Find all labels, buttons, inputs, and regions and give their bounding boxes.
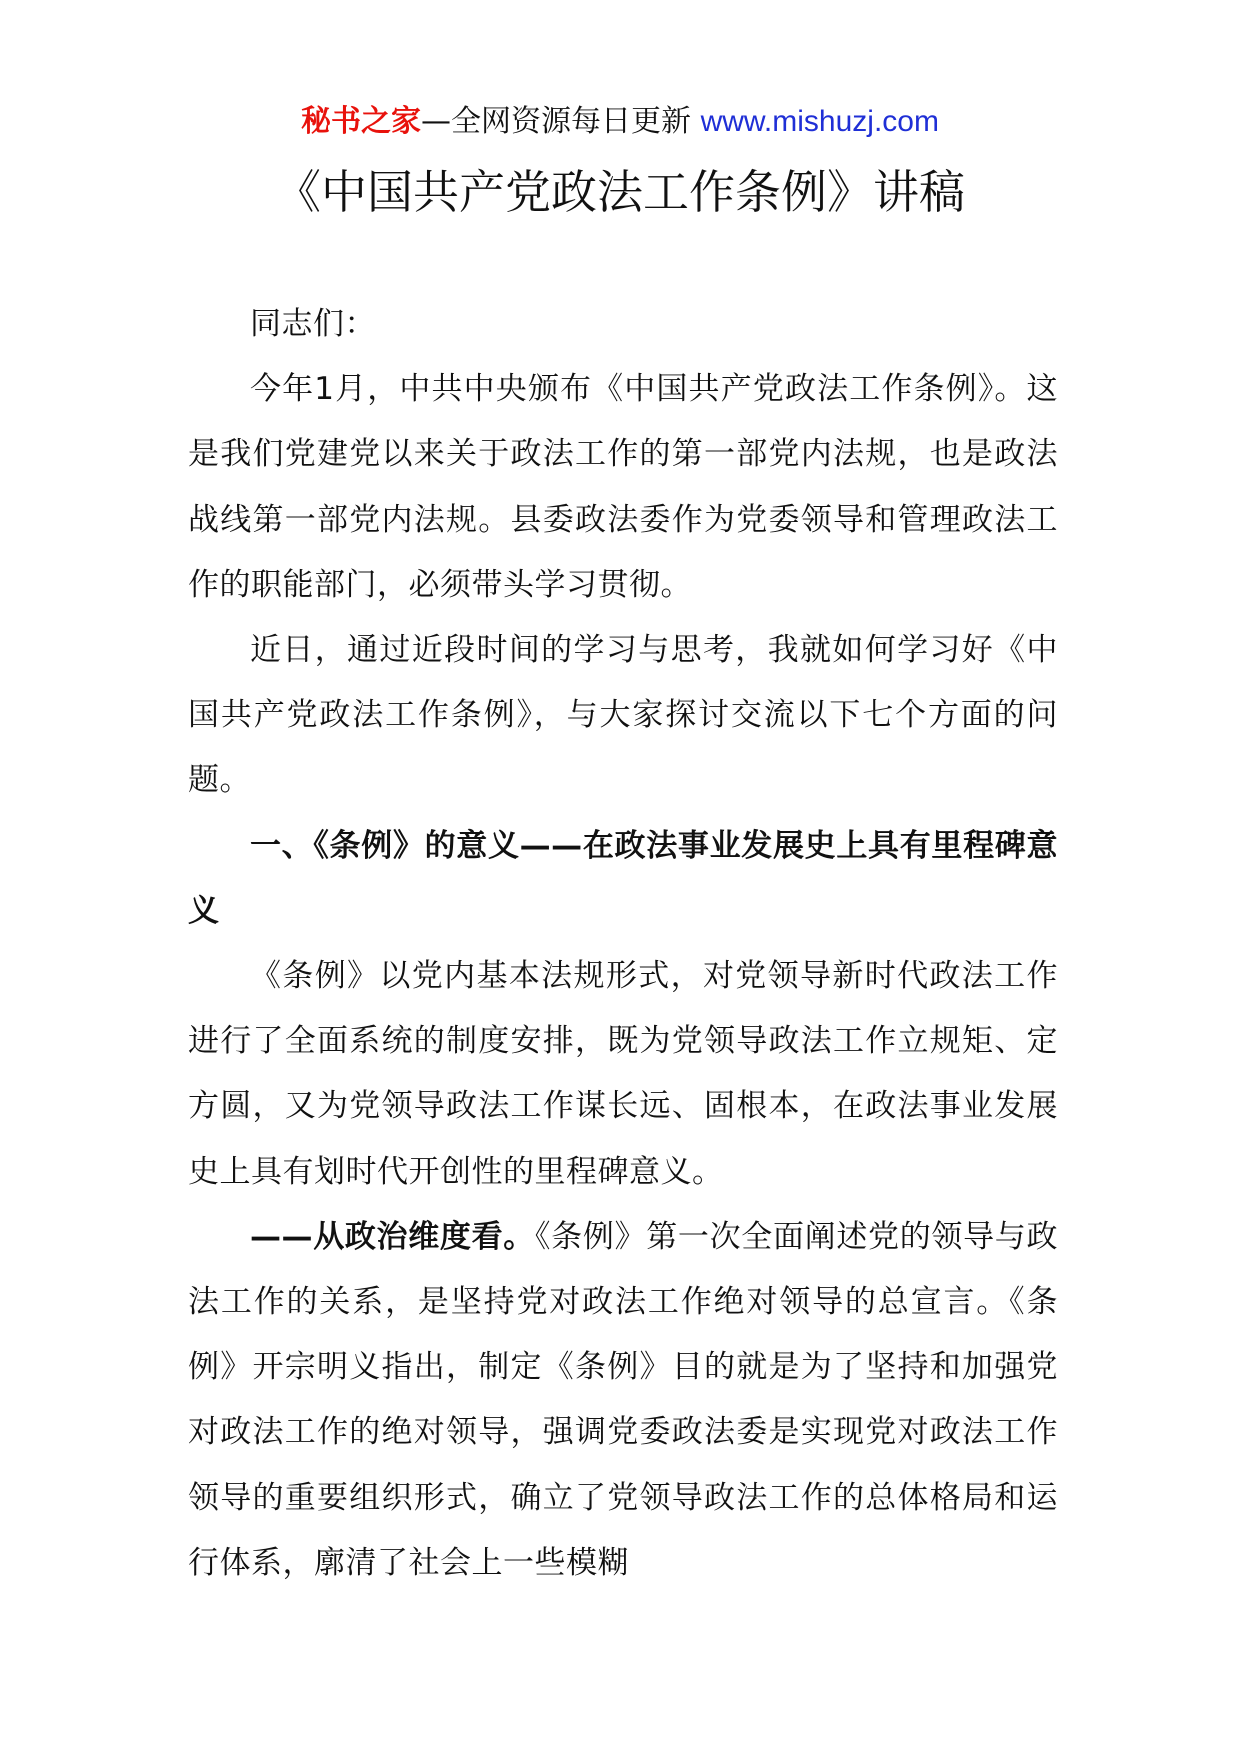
watermark-brand: 秘书之家	[301, 104, 422, 139]
document-title: 《中国共产党政法工作条例》讲稿	[275, 165, 965, 219]
political-dimension-lead: ——从政治维度看。	[250, 1218, 535, 1255]
salutation: 同志们：	[250, 306, 376, 342]
watermark-tagline: —全网资源每日更新	[421, 104, 701, 139]
political-dimension-text: 《条例》第一次全面阐述党的领导与政法工作的关系，是坚持党对政法工作绝对领导的总宣言。《条例》开宗明义指出，制定《条例》目的就是为了坚持和加强党对政法工作的绝对领导，强调党委政法委是实现党对政法工作领导的重要组织形式，确立了党领导政法工作的总体格局和运行体系，廓清了社会上一些模糊	[188, 1218, 1058, 1581]
paragraph-political-dimension	[188, 1205, 1058, 1596]
paragraph-significance: 《条例》以党内基本法规形式，对党领导新时代政法工作进行了全面系统的制度安排，既为党领导政法工作立规矩、定方圆，又为党领导政法工作谋长远、固根本，在政法事业发展史上具有划时代开创性的里程碑意义。	[188, 958, 1058, 1190]
section-heading-1: 一、《条例》的意义——在政法事业发展史上具有里程碑意义	[188, 827, 1058, 929]
document-body	[188, 292, 1058, 1596]
site-watermark-banner	[0, 100, 1240, 144]
paragraph-intro: 今年1月，中共中央颁布《中国共产党政法工作条例》。这是我们党建党以来关于政法工作的第一部党内法规，也是政法战线第一部党内法规。县委政法委作为党委领导和管理政法工作的职能部门，必须带头学习贯彻。	[188, 371, 1058, 603]
watermark-url: www.mishuzj.com	[700, 105, 939, 138]
paragraph-topics: 近日，通过近段时间的学习与思考，我就如何学习好《中国共产党政法工作条例》，与大家探讨交流以下七个方面的问题。	[188, 632, 1058, 799]
